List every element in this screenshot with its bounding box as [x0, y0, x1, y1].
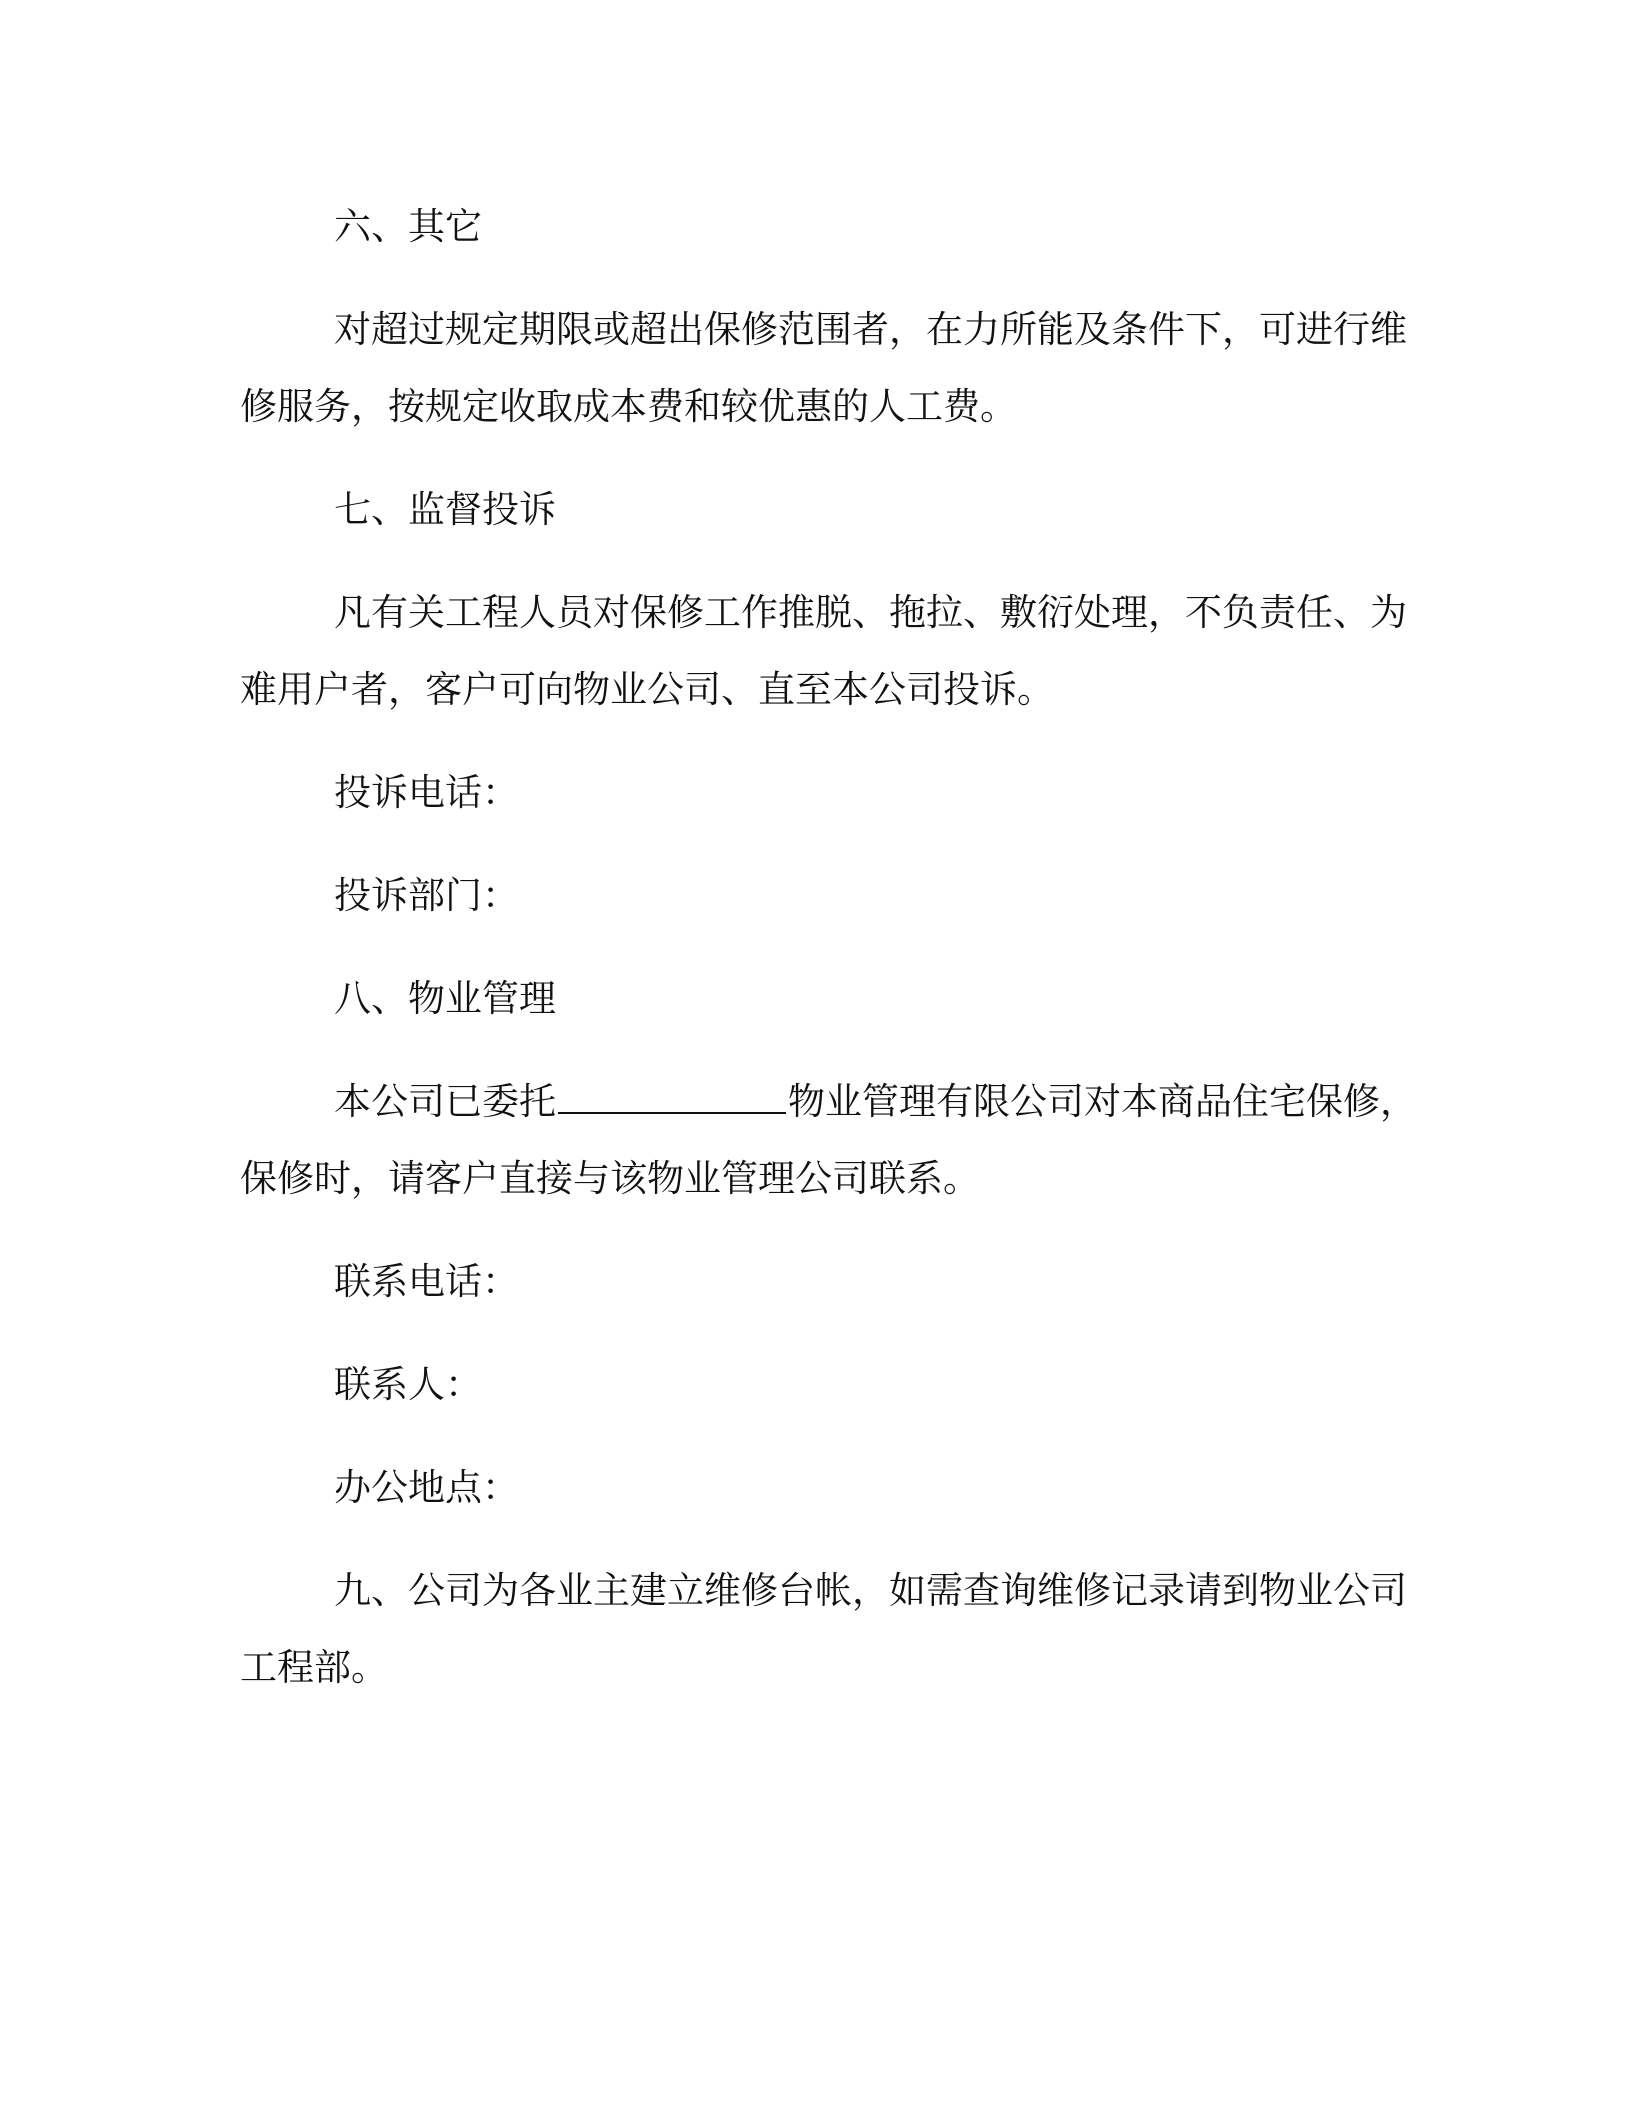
office-location-label: 办公地点： [334, 1466, 519, 1509]
contact-phone-label: 联系电话： [334, 1260, 519, 1303]
section-eight-body [240, 1063, 1420, 1217]
complaint-phone-label: 投诉电话： [334, 771, 519, 814]
contact-person-label: 联系人： [334, 1363, 482, 1406]
complaint-dept-label: 投诉部门： [334, 874, 519, 917]
section-nine-body: 九、公司为各业主建立维修台帐，如需查询维修记录请到物业公司工程部。 [240, 1569, 1407, 1689]
section-eight-body-start: 本公司已委托 [334, 1080, 556, 1123]
section-eight-heading: 八、物业管理 [334, 977, 556, 1020]
company-name-blank [558, 1078, 786, 1114]
document-body [240, 188, 1420, 1732]
section-six-heading: 六、其它 [334, 205, 482, 248]
section-eight-body-end: 物业管理有限公司对本商品住宅保修，保修时，请客户直接与该物业管理公司联系。 [240, 1080, 1417, 1200]
section-seven-body: 凡有关工程人员对保修工作推脱、拖拉、敷衍处理，不负责任、为难用户者，客户可向物业公司、直至本公司投诉。 [240, 591, 1407, 711]
section-seven-heading: 七、监督投诉 [334, 488, 556, 531]
section-six-body: 对超过规定期限或超出保修范围者，在力所能及条件下，可进行维修服务，按规定收取成本费和较优惠的人工费。 [240, 308, 1407, 428]
